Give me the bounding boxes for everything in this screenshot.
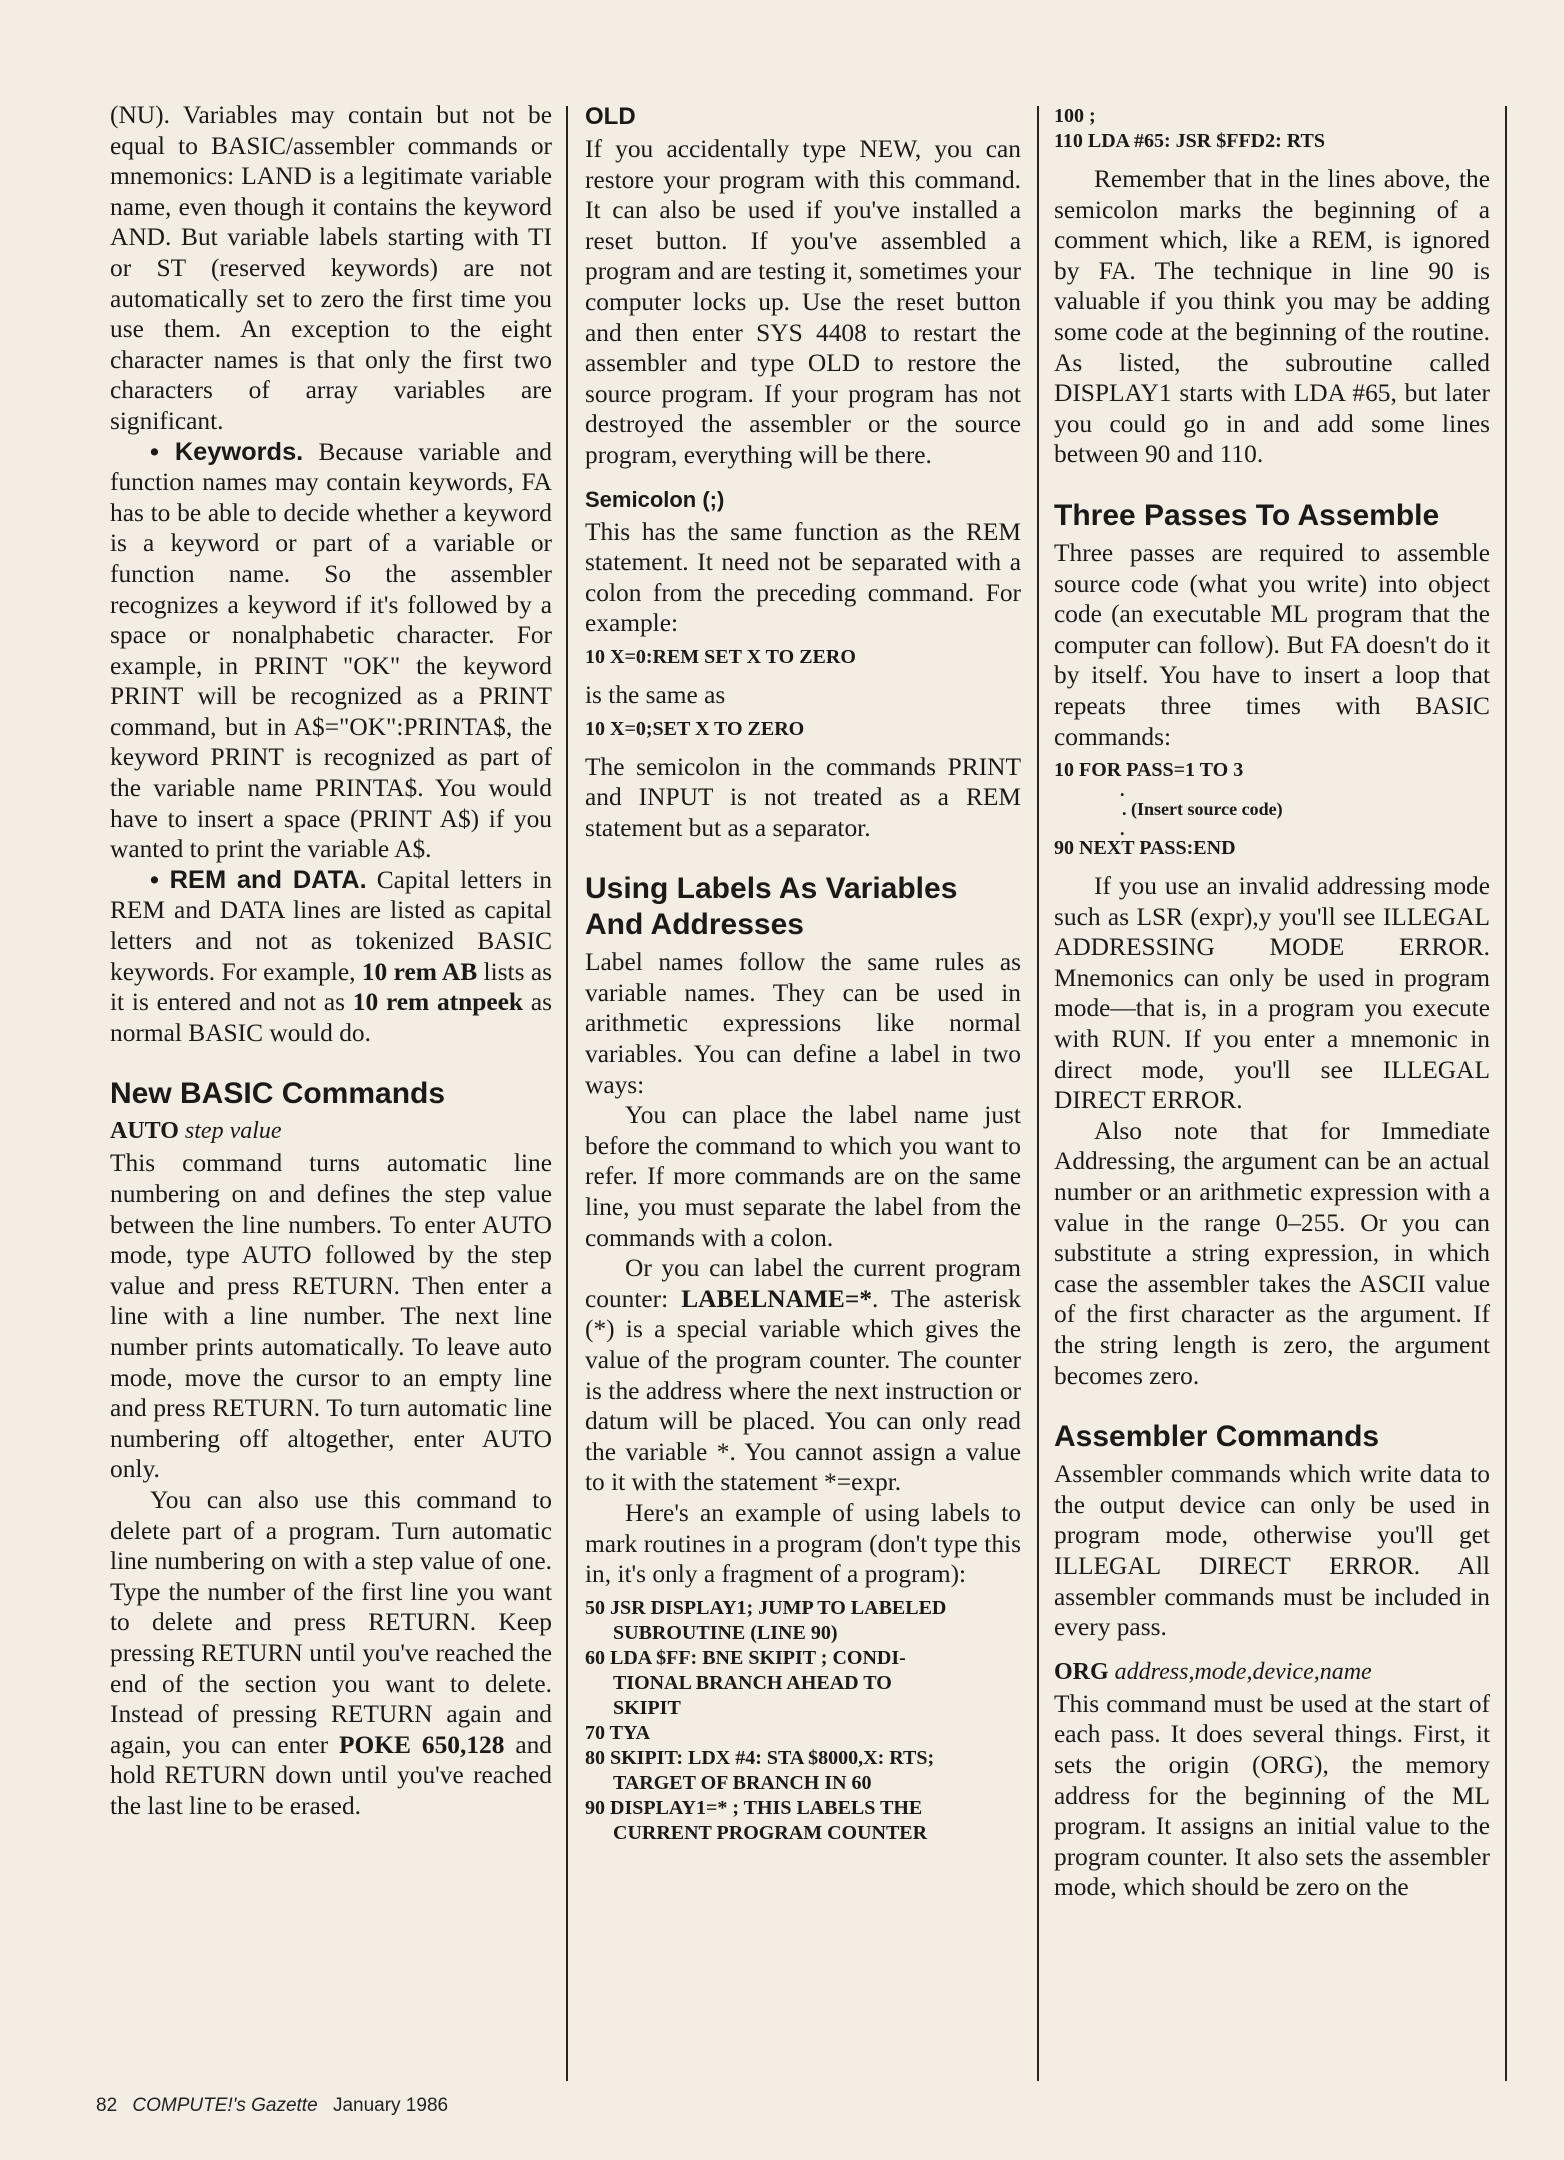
ellipsis-dot: . [1120,819,1125,840]
paragraph: Three passes are required to assemble source code (what you write) into object code (an executable ML program that the computer can follow). But FA doesn't do it by itself. You have to insert a loop that repeats three times with BASIC commands: [1054,538,1490,751]
rem-text: Capital letters in REM and DATA lines are listed as capital letters and not as tokenized BASIC keywords. For example, [110,865,552,986]
paragraph: If you accidentally type NEW, you can restore your program with this command. It can also be used if you've installed a reset button. If you've assembled a program and are testing it, sometimes your computer locks up. Use the reset button and then enter SYS 4408 to restart the assembler and type OLD to restore the source program. If your program has not destroyed the assembler or the source program, everything will be there. [585,135,1021,469]
code-listing [585,1596,1021,1846]
inline-code: POKE 650,128 [339,1730,505,1759]
code-line: TARGET OF BRANCH IN 60 [613,1771,872,1794]
paragraph: This command must be used at the start of each pass. It does several things. First, it sets the origin (ORG), the memory address for the beginning of the ML program. It assigns an initial value to the program counter. It also sets the assembler mode, which should be zero on the [1054,1689,1490,1902]
command-name: AUTO [110,1118,179,1145]
text: Or you can label the current program counter: [585,1254,1021,1313]
code-line: 70 TYA [585,1721,651,1744]
page-number: 82 [96,2095,118,2116]
keywords-text: Because variable and function names may contain keywords, FA has to be able to decide whether a keyword is a keyword or part of a variable or function name. So the assembler recognizes a keyword if it's followed by a space or nonalphabetic character. For example, in PRINT "OK" the keyword PRINT will be recognized as a PRINT command, but in A$="OK":PRINTA$, the keyword PRINT is recognized as part of the variable name PRINTA$. You would have to insert a space (PRINT A$) if you wanted to print the variable A$. [110,437,552,864]
code-line: CURRENT PROGRAM COUNTER [613,1821,928,1844]
code-line: 50 JSR DISPLAY1; JUMP TO LABELED [585,1596,947,1619]
code-line: 90 DISPLAY1=* ; THIS LABELS THE [585,1796,923,1819]
code-line: 10 FOR PASS=1 TO 3 [1054,759,1244,782]
paragraph: You can place the label name just before the command to which you want to refer. If more commands are on the same line, you must separate the label from the commands with a colon. [585,1101,1021,1252]
paragraph [585,1253,1021,1498]
command-arg: address,mode,device,name [1114,1658,1372,1685]
inline-code: 10 rem AB [361,957,478,986]
section-heading: Using Labels As Variables And Addresses [585,872,958,942]
code-block [585,645,1021,670]
paragraph: (NU). Variables may contain but not be equal to BASIC/assembler commands or mnemonics: LAND is a legitimate variable name, even though it contains the keyword AND. But variable labels starting with TI or ST (reserved keywords) are not automatically set to zero the first time you use them. An exception to the eight character names is that only the first two characters of array variables are significant. [110,101,552,435]
rem-text: as normal BASIC would do. [110,988,552,1047]
issue-date: January 1986 [332,2095,449,2116]
paragraph: Remember that in the lines above, the semicolon marks the beginning of a comment which, like a REM, is ignored by FA. The technique in line 90 is valuable if you think you may be adding some code at the beginning of the routine. As listed, the subroutine called DISPLAY1 starts with LDA #65, but later you could go in and add some lines between 90 and 110. [1054,165,1490,469]
code-line: 10 X=0:REM SET X TO ZERO [585,645,856,668]
paragraph-keywords [110,437,552,865]
text: . The asterisk (*) is a special variable which gives the value of the program counter. The counter is the address where the next instruction or datum will be placed. You can only read the variable *. You cannot assign a value to it with the statement *=expr. [585,1284,1021,1497]
inline-code: 10 rem atnpeek [352,988,524,1017]
code-insert-note: . (Insert source code) [1122,799,1283,820]
paragraph [110,1485,552,1822]
section-heading: Assembler Commands [1054,1420,1380,1454]
section-heading: Three Passes To Assemble [1054,498,1440,532]
command-heading-semicolon: Semicolon (;) [585,486,725,512]
section-heading: New BASIC Commands [110,1077,446,1111]
code-line: 10 X=0;SET X TO ZERO [585,717,805,740]
paragraph: This has the same function as the REM statement. It need not be separated with a colon from the preceding command. For example: [585,517,1021,638]
code-line: SUBROUTINE (LINE 90) [613,1621,838,1644]
column-1 [110,100,552,1821]
paragraph: Here's an example of using labels to mark routines in a program (don't type this in, it's only a fragment of a program): [585,1498,1021,1589]
code-line: 100 ; [1054,105,1096,127]
paragraph: is the same as [585,680,726,709]
keywords-lead: • Keywords. [150,437,304,466]
text: You can also use this command to delete part of a program. Turn automatic line numbering on with a step value of one. Type the number of the first line you want to delete and press RETURN. Keep pressing RETURN until you've reached the end of the section you want to delete. Instead of pressing RETURN again and again, you can enter [110,1485,552,1759]
code-line: TIONAL BRANCH AHEAD TO [613,1671,892,1694]
command-arg: step value [184,1118,282,1145]
page-footer [96,2095,458,2117]
rem-text: lists as it is entered and not as [110,957,552,1017]
paragraph: If you use an invalid addressing mode such as LSR (expr),y you'll see ILLEGAL ADDRESSING MODE ERROR. Mnemonics can only be used in program mode—that is, in a program you execute with RUN. If you enter a mnemonic in direct mode, you'll see ILLEGAL DIRECT ERROR. [1054,872,1490,1115]
paragraph: The semicolon in the commands PRINT and INPUT is not treated as a REM statement but as a separator. [585,752,1021,842]
column-2 [585,100,1021,1856]
column-3 [1054,100,1490,1903]
paragraph: Also note that for Immediate Addressing, the argument can be an actual number or an arithmetic expression with a value in the range 0–255. Or you can substitute a string expression, in which case the assembler takes the ASCII value of the first character as the argument. If the string length is zero, the argument becomes zero. [1054,1116,1490,1390]
paragraph: Assembler commands which write data to the output device can only be used in program mode, otherwise you'll get ILLEGAL DIRECT ERROR. All assembler commands must be included in every pass. [1054,1460,1490,1642]
command-heading-org [1054,1657,1490,1687]
inline-code: LABELNAME=* [681,1284,873,1313]
code-line: 80 SKIPIT: LDX #4: STA $8000,X: RTS; [585,1746,935,1769]
code-line: 110 LDA #65: JSR $FFD2: RTS [1054,130,1325,152]
code-block [1054,758,1490,861]
command-name: ORG [1054,1658,1109,1685]
code-block [585,717,1021,742]
code-line: SKIPIT [613,1696,681,1719]
code-line: 90 NEXT PASS:END [1054,837,1236,860]
command-heading-auto [110,1116,552,1146]
paragraph-rem-data [110,865,552,1049]
paragraph: This command turns automatic line numbering on and defines the step value between the line numbers. To enter AUTO mode, type AUTO followed by the step value and press RETURN. Then enter a line with a line number. The next line number prints automatically. To leave auto mode, move the cursor to an empty line and press RETURN. To turn automatic line numbering off altogether, enter AUTO only. [110,1149,552,1484]
command-heading-old: OLD [585,103,636,130]
text: and hold RETURN down until you've reached the last line to be erased. [110,1730,552,1820]
paragraph: Label names follow the same rules as variable names. They can be used in arithmetic expressions like normal variables. You can define a label in two ways: [585,948,1021,1099]
code-block [1054,104,1490,154]
rem-lead: • REM and DATA. [150,865,367,894]
column-rule-right [1037,106,1039,2081]
column-rule-far-right [1505,106,1507,2081]
magazine-title: COMPUTE!'s Gazette [132,2095,318,2116]
code-line: 60 LDA $FF: BNE SKIPIT ; CONDI- [585,1646,906,1669]
ellipsis-dot: . [1120,780,1125,801]
column-rule-left [566,106,568,2081]
